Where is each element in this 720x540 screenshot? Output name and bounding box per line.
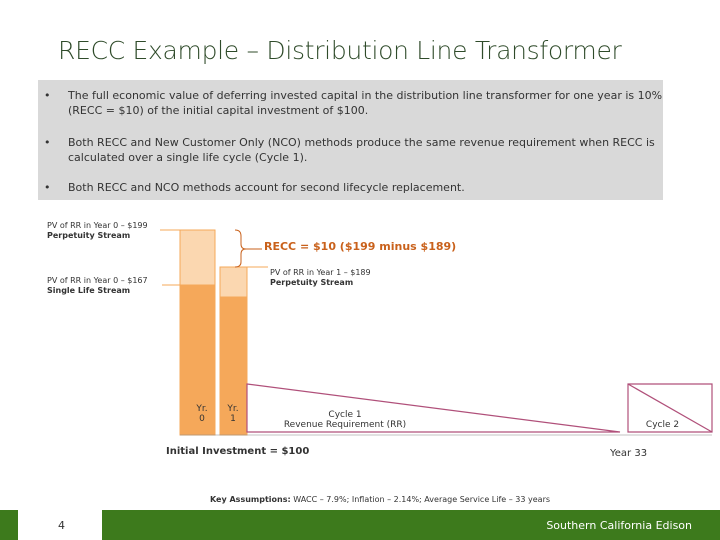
key-assumptions-heading: Key Assumptions: bbox=[210, 495, 291, 504]
key-assumptions-text: WACC – 7.9%; Inflation – 2.14%; Average Service Life – 33 years bbox=[293, 495, 551, 504]
initial-investment-label: Initial Investment = $100 bbox=[166, 446, 310, 457]
pv-year0-perpetuity-label bbox=[47, 221, 148, 241]
yr1-label-line1: Yr. bbox=[227, 404, 239, 414]
pv-year0-single-label bbox=[47, 276, 148, 296]
yr0-perpetuity-bar bbox=[180, 230, 215, 285]
key-assumptions bbox=[210, 495, 550, 504]
bullet-text: Both RECC and New Customer Only (NCO) methods produce the same revenue requirement when RECC is calculated over a single life cycle (Cycle 1). bbox=[68, 136, 655, 164]
pv-year0-perpetuity-value: PV of RR in Year 0 – $199 bbox=[47, 221, 148, 230]
bullet-marker: • bbox=[44, 89, 51, 102]
slide-title: RECC Example – Distribution Line Transformer bbox=[58, 36, 622, 65]
bullet-text: The full economic value of deferring invested capital in the distribution line transformer for one year is 10% (RECC = $10) of the initial capital investment of $100. bbox=[68, 89, 663, 117]
cycle1-label-line2: Revenue Requirement (RR) bbox=[283, 420, 407, 430]
pv-year0-perpetuity-type: Perpetuity Stream bbox=[47, 231, 131, 240]
bullet-marker: • bbox=[44, 181, 51, 194]
cycle1-label-line1: Cycle 1 bbox=[328, 410, 362, 420]
bullet-marker: • bbox=[44, 136, 51, 149]
yr0-label-line2: 0 bbox=[199, 414, 205, 424]
year33-label: Year 33 bbox=[610, 448, 648, 459]
cycle2-label: Cycle 2 bbox=[645, 420, 680, 430]
yr1-upper-bar bbox=[220, 267, 247, 297]
pv-year1-perpetuity-type: Perpetuity Stream bbox=[270, 278, 354, 287]
footer-accent-left bbox=[0, 510, 18, 540]
cycle1-label bbox=[280, 410, 410, 430]
pv-year0-single-type: Single Life Stream bbox=[47, 286, 131, 295]
company-name: Southern California Edison bbox=[546, 519, 692, 532]
pv-year0-single-value: PV of RR in Year 0 – $167 bbox=[47, 276, 148, 285]
bullet-text: Both RECC and NCO methods account for second lifecycle replacement. bbox=[68, 181, 465, 194]
yr0-label-line1: Yr. bbox=[196, 404, 208, 414]
recc-label: RECC = $10 ($199 minus $189) bbox=[264, 240, 457, 253]
footer-bar bbox=[0, 510, 720, 540]
pv-year1-perpetuity-label bbox=[270, 268, 371, 288]
pv-year1-perpetuity-value: PV of RR in Year 1 – $189 bbox=[270, 268, 371, 277]
yr1-label-line2: 1 bbox=[230, 414, 236, 424]
yr0-label bbox=[191, 404, 213, 424]
page-number: 4 bbox=[58, 519, 65, 532]
recc-bracket bbox=[235, 230, 246, 267]
yr1-label bbox=[222, 404, 244, 424]
